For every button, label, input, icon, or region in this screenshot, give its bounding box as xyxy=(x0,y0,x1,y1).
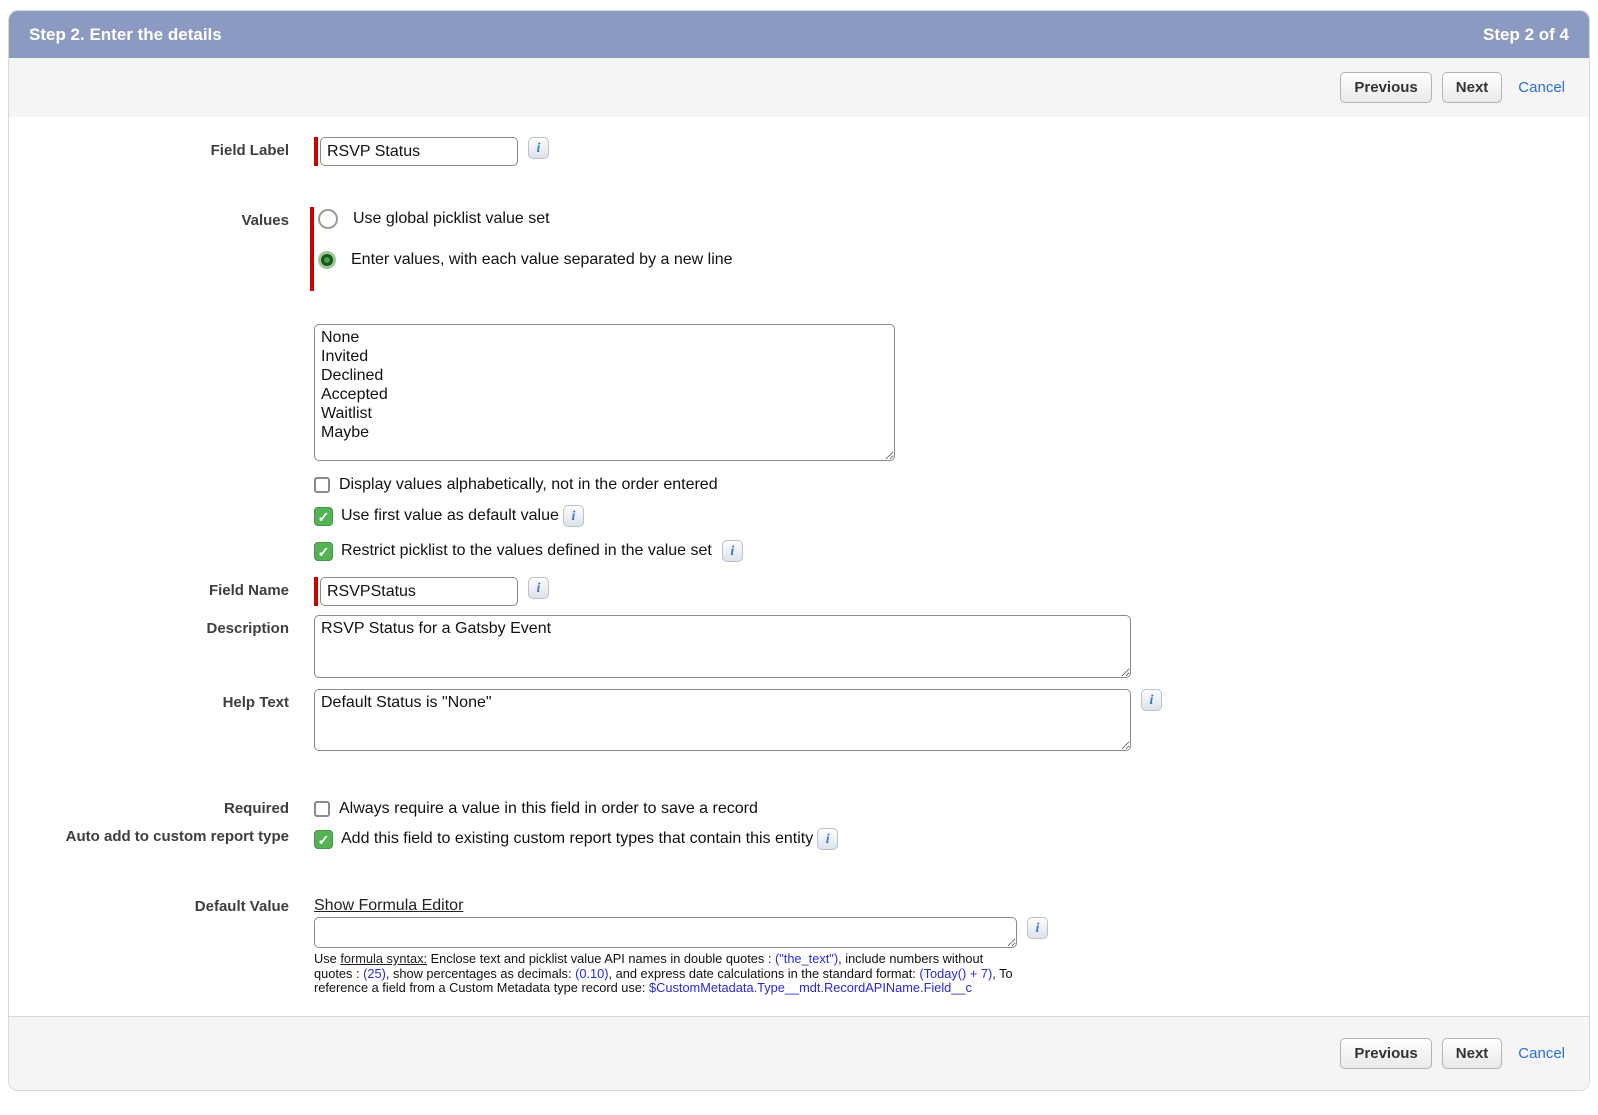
wizard-card xyxy=(8,10,1590,1091)
auto-add-row xyxy=(9,828,1589,850)
date-example-link[interactable]: (Today() + 7) xyxy=(919,965,993,981)
use-first-value-checkbox[interactable]: ✓ xyxy=(314,507,333,526)
info-icon[interactable]: i xyxy=(722,540,743,562)
display-alphabetically-checkbox[interactable] xyxy=(314,477,330,493)
enter-values-radio[interactable] xyxy=(321,254,333,266)
use-global-picklist-radio[interactable] xyxy=(318,209,338,229)
formula-syntax-link[interactable]: formula syntax: xyxy=(340,951,428,966)
auto-add-checkbox-label: Add this field to existing custom report types that contain this entity xyxy=(341,830,814,847)
next-button[interactable]: Next xyxy=(1442,1038,1503,1069)
note-text: Enclose text and picklist value API names in double quotes : xyxy=(427,951,775,966)
required-row xyxy=(9,800,1589,818)
next-button[interactable]: Next xyxy=(1442,72,1503,103)
info-icon[interactable]: i xyxy=(563,505,584,527)
note-text: , include numbers without quotes : xyxy=(314,951,984,981)
alphabetical-checkbox-row xyxy=(314,476,895,494)
auto-add-label: Auto add to custom report type xyxy=(65,828,289,845)
wizard-header xyxy=(9,11,1589,58)
field-label-row xyxy=(9,137,1589,166)
field-label-label: Field Label xyxy=(210,142,289,159)
required-bar xyxy=(314,577,318,606)
show-formula-editor-link[interactable]: Show Formula Editor xyxy=(314,897,464,914)
values-radio-group xyxy=(310,207,733,291)
top-toolbar xyxy=(9,58,1589,117)
cancel-link[interactable]: Cancel xyxy=(1518,1044,1565,1062)
always-require-checkbox[interactable] xyxy=(314,801,330,817)
number-example-link[interactable]: (25) xyxy=(363,965,386,981)
picklist-values-textarea[interactable] xyxy=(314,324,895,461)
note-text: , and express date calculations in the standard format: xyxy=(608,965,920,981)
previous-button[interactable]: Previous xyxy=(1340,72,1431,103)
always-require-label: Always require a value in this field in order to save a record xyxy=(339,800,758,817)
default-value-label: Default Value xyxy=(194,898,289,915)
use-first-value-label: Use first value as default value xyxy=(341,507,559,524)
info-icon[interactable]: i xyxy=(1141,689,1162,711)
enter-values-label: Enter values, with each value separated by a new line xyxy=(351,251,733,268)
info-icon[interactable]: i xyxy=(528,137,549,159)
required-checkbox-row xyxy=(314,800,758,818)
bottom-toolbar xyxy=(9,1016,1589,1090)
help-text-row xyxy=(9,689,1589,751)
picklist-values-row xyxy=(9,324,1589,562)
info-icon[interactable]: i xyxy=(1027,917,1048,939)
help-text-label: Help Text xyxy=(222,694,289,711)
display-alphabetically-label: Display values alphabetically, not in the order entered xyxy=(339,476,718,493)
formula-syntax-note xyxy=(314,952,1020,996)
default-value-row xyxy=(9,897,1589,996)
field-name-label: Field Name xyxy=(208,582,289,599)
required-bar xyxy=(314,137,318,166)
default-value-input[interactable] xyxy=(314,917,1017,948)
values-row xyxy=(9,207,1589,291)
note-text: , show percentages as decimals: xyxy=(385,965,576,981)
auto-add-checkbox-row xyxy=(314,828,838,850)
custom-metadata-example-link[interactable]: $CustomMetadata.Type__mdt.RecordAPIName.Field__c xyxy=(649,980,972,995)
field-label-input[interactable] xyxy=(320,137,518,166)
first-value-default-checkbox-row xyxy=(314,505,895,527)
step-indicator: Step 2 of 4 xyxy=(1483,25,1569,44)
values-label: Values xyxy=(241,212,289,229)
description-textarea[interactable] xyxy=(314,615,1131,678)
restrict-picklist-checkbox[interactable]: ✓ xyxy=(314,542,333,561)
cancel-link[interactable]: Cancel xyxy=(1518,79,1565,96)
help-text-textarea[interactable] xyxy=(314,689,1131,751)
auto-add-checkbox[interactable]: ✓ xyxy=(314,830,333,849)
previous-button[interactable]: Previous xyxy=(1340,1038,1431,1069)
radio-row-global xyxy=(318,209,733,229)
note-text: , To reference a field from a Custom Metadata type record use: xyxy=(314,965,1013,995)
info-icon[interactable]: i xyxy=(528,577,549,599)
field-name-input[interactable] xyxy=(320,577,518,606)
the-text-example-link[interactable]: ("the_text") xyxy=(774,951,839,966)
required-label: Required xyxy=(223,800,289,817)
note-text: Use xyxy=(314,951,341,966)
info-icon[interactable]: i xyxy=(817,828,838,850)
field-name-row xyxy=(9,577,1589,606)
decimal-example-link[interactable]: (0.10) xyxy=(575,965,609,981)
field-details-form xyxy=(9,117,1589,1016)
restrict-picklist-label: Restrict picklist to the values defined in the value set xyxy=(341,542,712,559)
restrict-picklist-checkbox-row xyxy=(314,540,895,562)
description-row xyxy=(9,615,1589,678)
use-global-picklist-label: Use global picklist value set xyxy=(353,210,550,227)
page-title: Step 2. Enter the details xyxy=(29,25,222,44)
radio-row-enter-values xyxy=(318,251,733,269)
description-label: Description xyxy=(206,620,289,637)
